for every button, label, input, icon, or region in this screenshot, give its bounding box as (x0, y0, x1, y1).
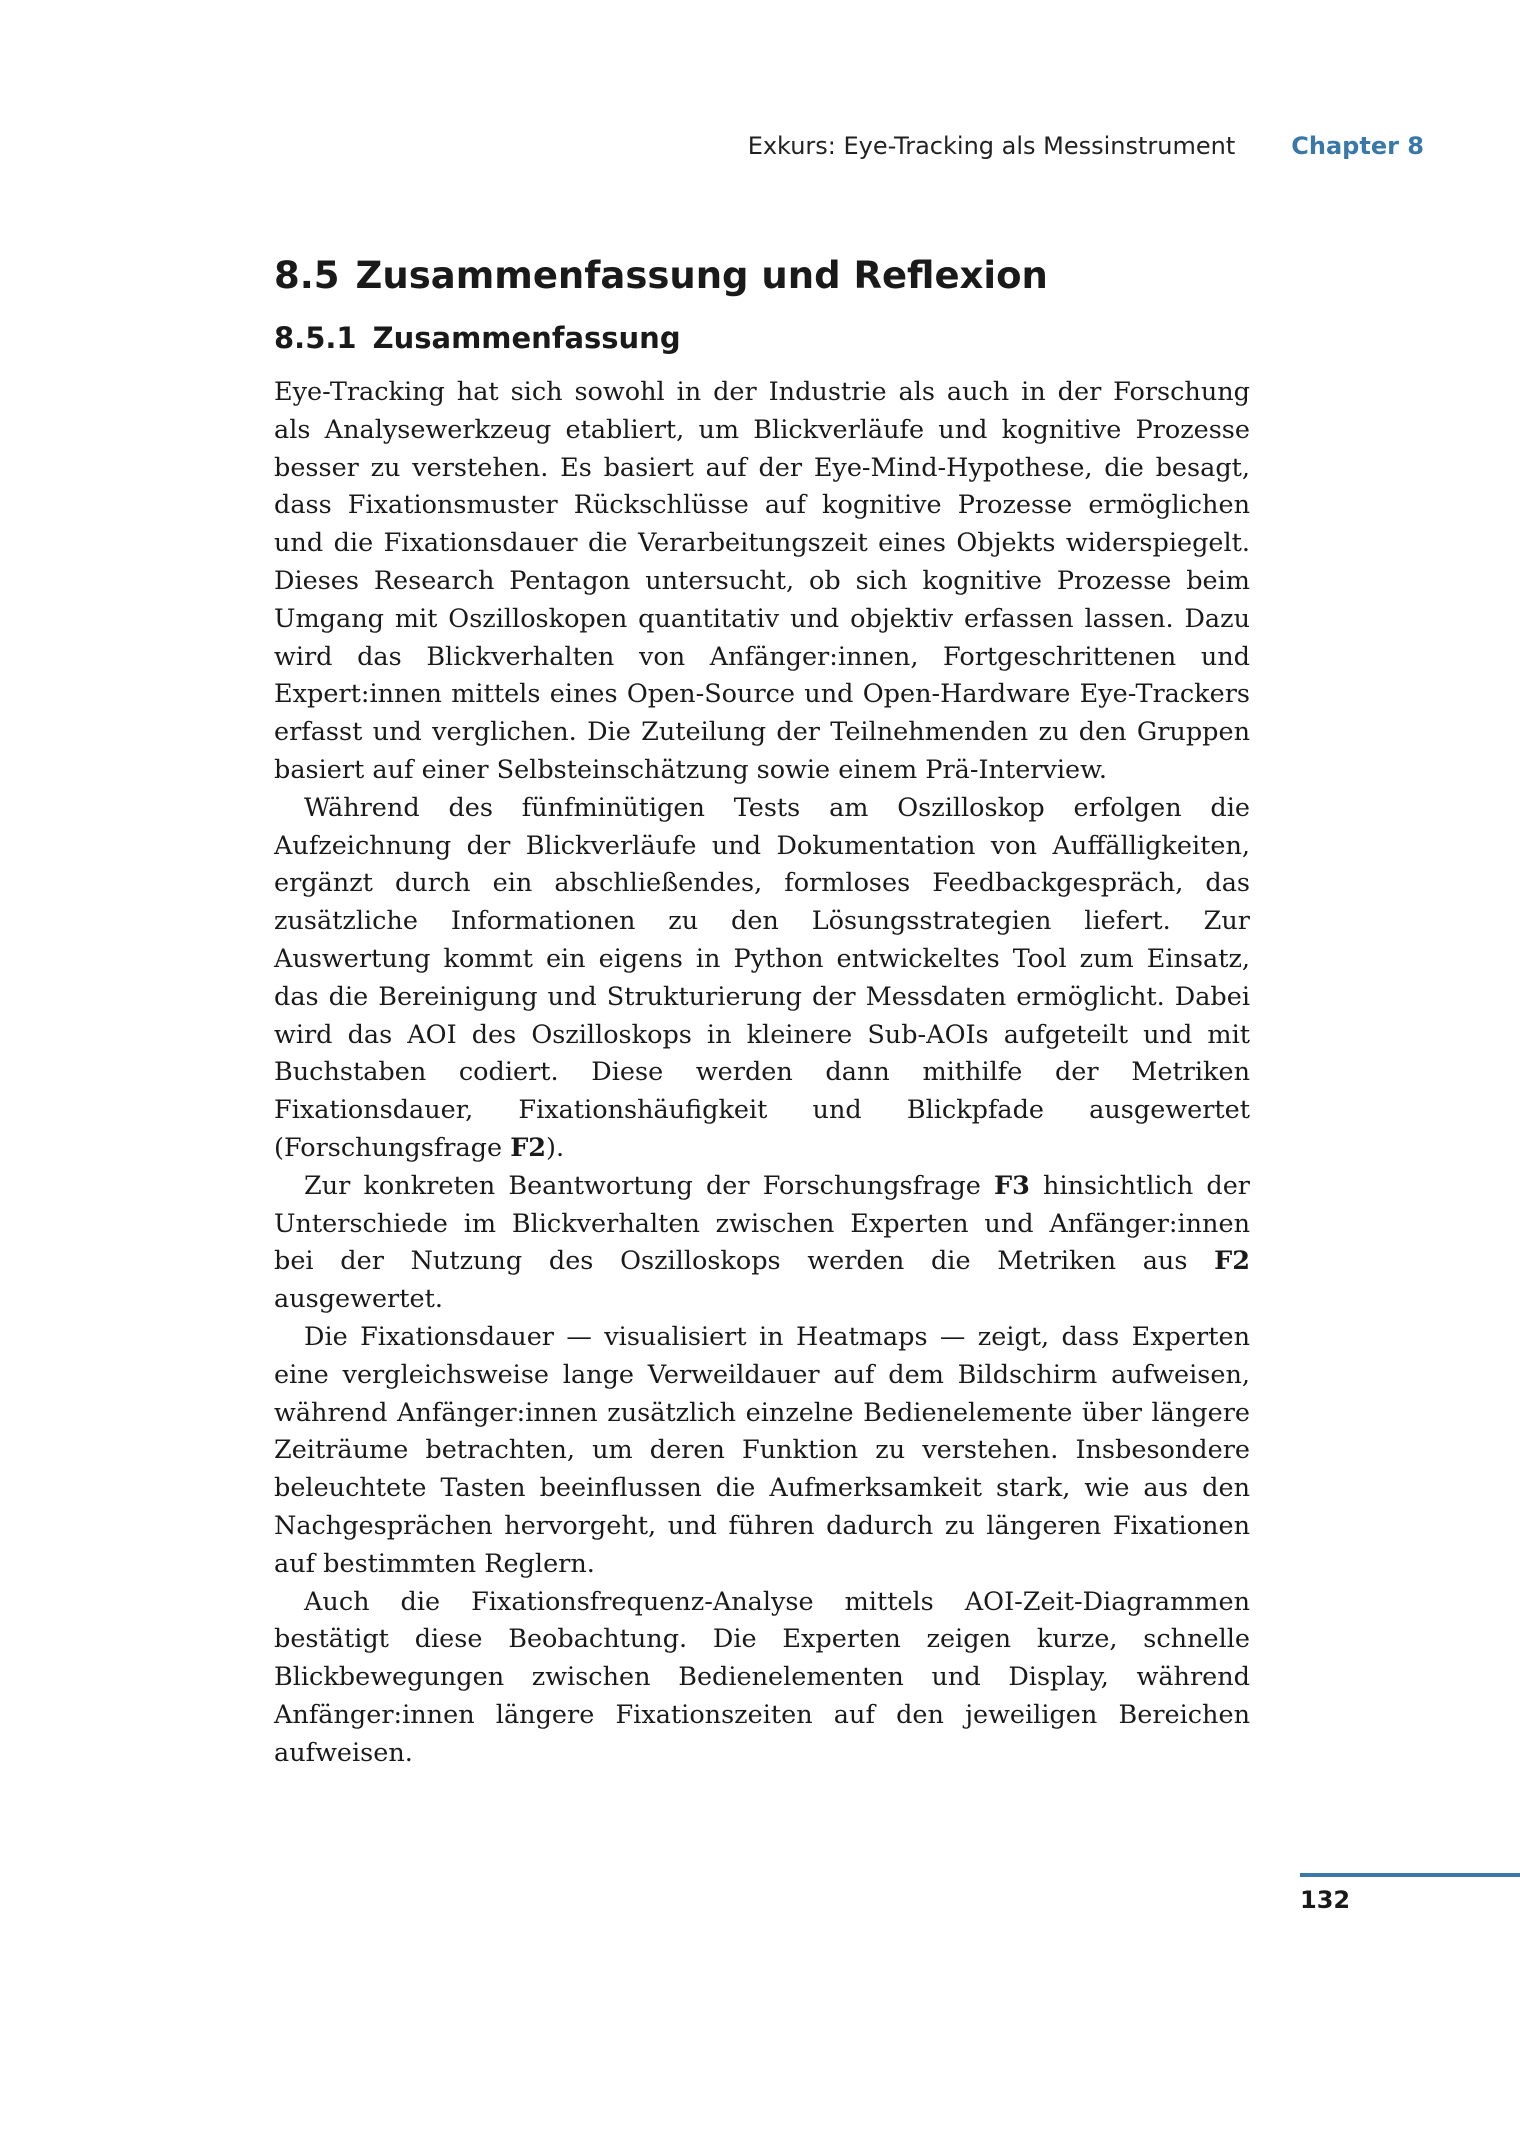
running-title: Exkurs: Eye-Tracking als Messinstrument (747, 132, 1236, 160)
research-question-ref-f3: F3 (994, 1170, 1030, 1201)
paragraph-2-end: ). (546, 1132, 565, 1163)
main-content (274, 244, 1250, 1772)
paragraph-2 (274, 790, 1250, 1168)
research-question-ref: F2 (510, 1132, 547, 1163)
paragraph-3-part-b: hinsichtlich der Unterschiede im Blickverhalten zwischen Experten und Anfänger:innen bei der Nutzung des Oszilloskops werden die Metriken aus (274, 1170, 1251, 1277)
page-number: 132 (1300, 1886, 1351, 1914)
section-heading (274, 244, 1250, 308)
footer-rule (1300, 1873, 1520, 1877)
paragraph-3-part-c: ausgewertet. (274, 1284, 443, 1315)
running-header (0, 132, 1424, 172)
subsection-number: 8.5.1 (274, 321, 357, 355)
paragraph-4: Die Fixationsdauer — visualisiert in Heatmaps — zeigt, dass Experten eine vergleichsweise lange Verweildauer auf dem Bildschirm aufweisen, während Anfänger:innen zusätzlich einzelne Bedienelemente über längere Zeiträume betrachten, um deren Funktion zu verstehen. Insbesondere beleuchtete Tasten beeinflussen die Aufmerksamkeit stark, wie aus den Nachgesprächen hervorgeht, und führen dadurch zu längeren Fixationen auf bestimmten Reglern. (274, 1321, 1250, 1579)
subsection-title: Zusammenfassung (372, 321, 681, 355)
chapter-label: Chapter 8 (1291, 132, 1424, 160)
research-question-ref-f2: F2 (1214, 1246, 1250, 1277)
subsection-heading (274, 316, 1250, 360)
paragraph-5: Auch die Fixationsfrequenz-Analyse mittels AOI-Zeit-Diagrammen bestätigt diese Beobachtung. Die Experten zeigen kurze, schnelle Blickbewegungen zwischen Bedienelementen und Display, während Anfänger:innen längere Fixationszeiten auf den jeweiligen Bereichen aufweisen. (274, 1586, 1250, 1768)
paragraph-3 (274, 1168, 1250, 1319)
paragraph-3-part-a: Zur konkreten Beantwortung der Forschungsfrage (304, 1170, 995, 1201)
section-title: Zusammenfassung und Reflexion (355, 254, 1048, 297)
section-number: 8.5 (274, 254, 340, 297)
paragraph-1: Eye-Tracking hat sich sowohl in der Industrie als auch in der Forschung als Analysewerkzeug etabliert, um Blickverläufe und kognitive Prozesse besser zu verstehen. Es basiert auf der Eye-Mind-Hypothese, die besagt, dass Fixationsmuster Rückschlüsse auf kognitive Prozesse ermöglichen und die Fixationsdauer die Verarbeitungszeit eines Objekts widerspiegelt. Dieses Research Pentagon untersucht, ob sich kognitive Prozesse beim Umgang mit Oszilloskopen quantitativ und objektiv erfassen lassen. Dazu wird das Blickverhalten von Anfänger:innen, Fortgeschrittenen und Expert:innen mittels eines Open-Source und Open-Hardware Eye-Trackers erfasst und verglichen. Die Zuteilung der Teilnehmenden zu den Gruppen basiert auf einer Selbsteinschätzung sowie einem Prä-Interview. (274, 377, 1250, 785)
paragraph-2-text: Während des fünfminütigen Tests am Oszilloskop erfolgen die Aufzeichnung der Blickverläufe und Dokumentation von Auffälligkeiten, ergänzt durch ein abschließendes, formloses Feedbackgespräch, das zusätzliche Informationen zu den Lösungsstrategien liefert. Zur Auswertung kommt ein eigens in Python entwickeltes Tool zum Einsatz, das die Bereinigung und Strukturierung der Messdaten ermöglicht. Dabei wird das AOI des Oszilloskops in kleinere Sub-AOIs aufgeteilt und mit Buchstaben codiert. Diese werden dann mithilfe der Metriken Fixationsdauer, Fixationshäufigkeit und Blickpfade ausgewertet (Forschungsfrage (274, 792, 1250, 1163)
